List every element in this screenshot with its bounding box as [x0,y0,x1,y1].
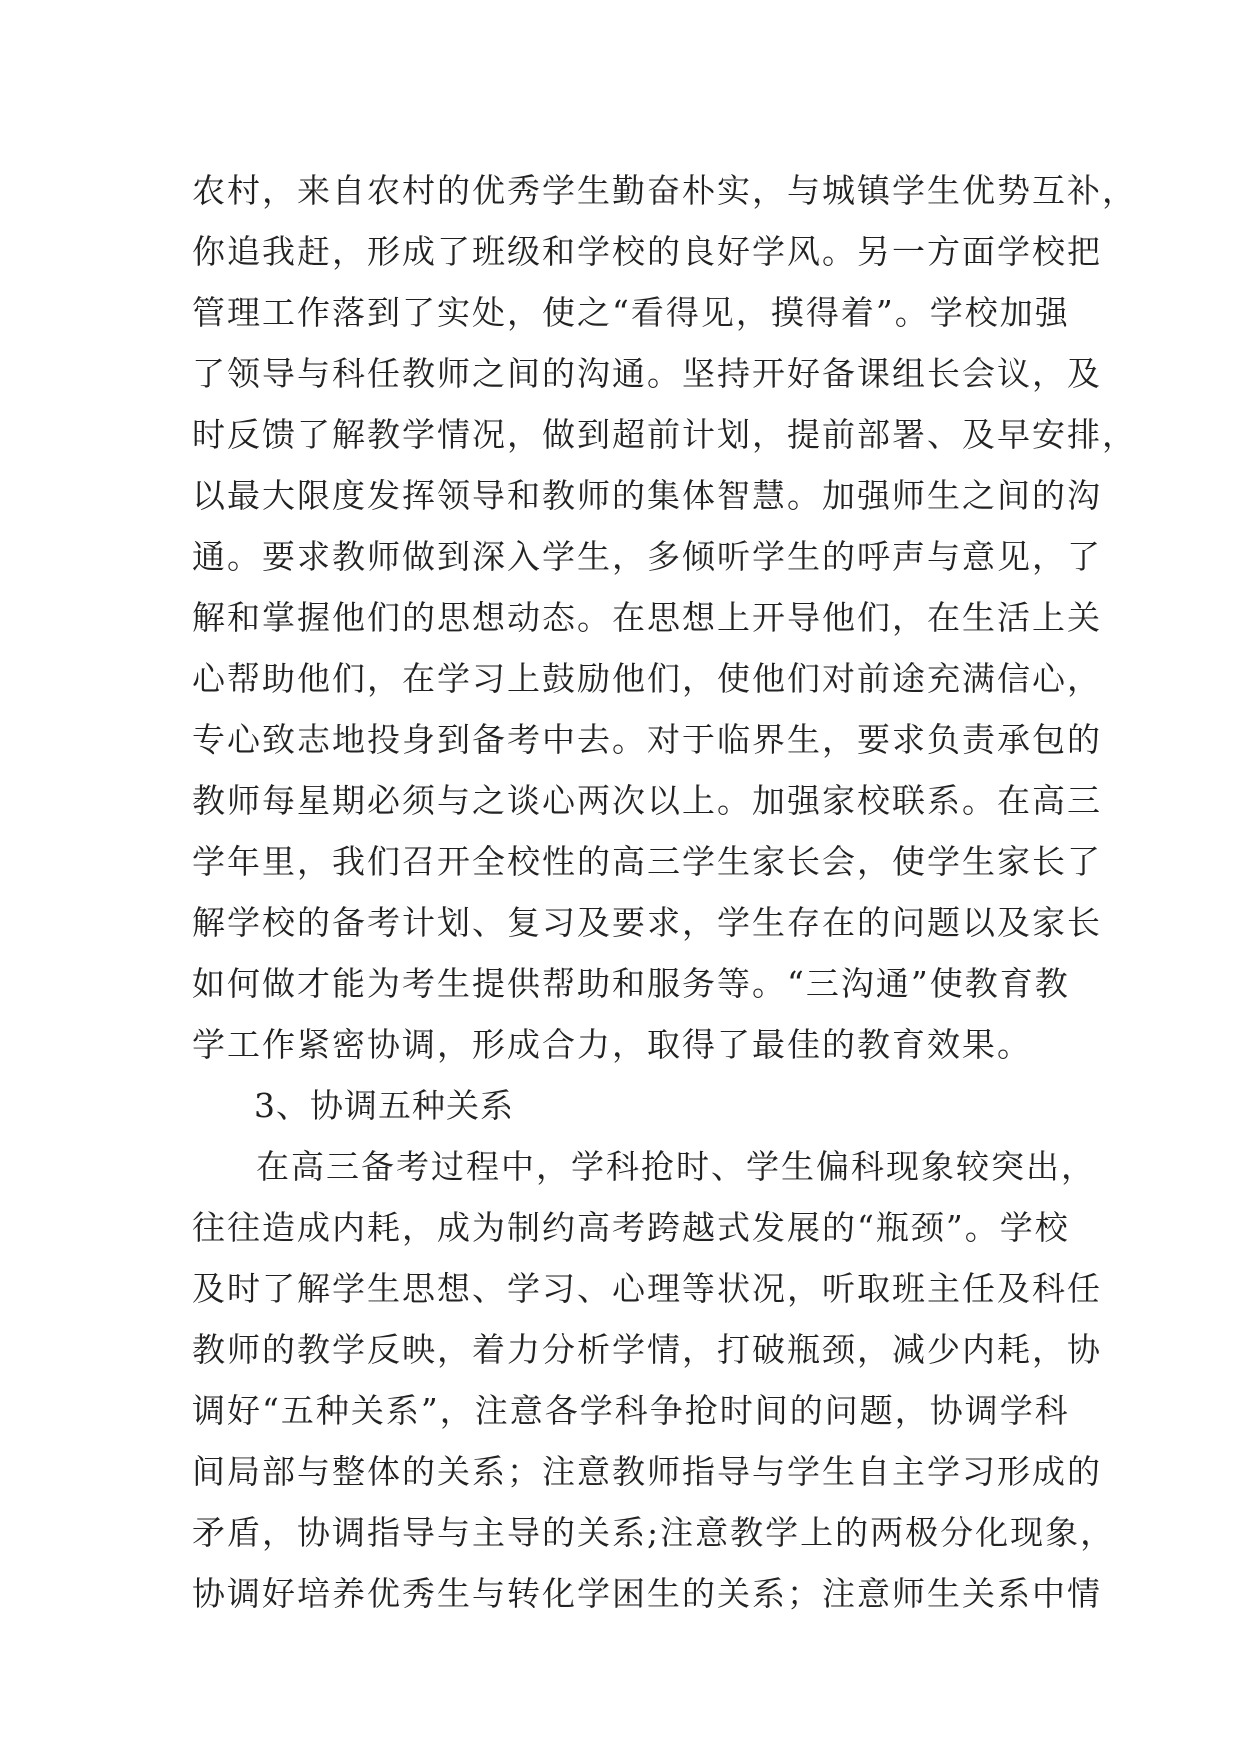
paragraph-line: 往往造成内耗，成为制约高考跨越式发展的“瓶颈”。学校 [192,1208,1070,1247]
paragraph-line: 学年里，我们召开全校性的高三学生家长会，使学生家长了 [192,842,1102,881]
paragraph-line: 了领导与科任教师之间的沟通。坚持开好备课组长会议，及 [192,354,1102,393]
paragraph-line: 心帮助他们，在学习上鼓励他们，使他们对前途充满信心， [192,659,1102,698]
paragraph-line: 学工作紧密协调，形成合力，取得了最佳的教育效果。 [192,1025,1032,1064]
paragraph-line: 在高三备考过程中，学科抢时、学生偏科现象较突出， [256,1147,1096,1186]
paragraph-line: 专心致志地投身到备考中去。对于临界生，要求负责承包的 [192,720,1102,759]
paragraph-line: 你追我赶，形成了班级和学校的良好学风。另一方面学校把 [192,232,1102,271]
document-body [192,160,1137,1624]
paragraph-line: 通。要求教师做到深入学生，多倾听学生的呼声与意见，了 [192,537,1102,576]
paragraph-line: 如何做才能为考生提供帮助和服务等。“三沟通”使教育教 [192,964,1070,1003]
paragraph-line: 调好“五种关系”，注意各学科争抢时间的问题，协调学科 [192,1391,1070,1430]
paragraph-line: 时反馈了解教学情况，做到超前计划，提前部署、及早安排， [192,415,1137,454]
paragraph-line: 间局部与整体的关系；注意教师指导与学生自主学习形成的 [192,1452,1102,1491]
paragraph-line: 以最大限度发挥领导和教师的集体智慧。加强师生之间的沟 [192,476,1102,515]
paragraph-line: 教师的教学反映，着力分析学情，打破瓶颈，减少内耗，协 [192,1330,1102,1369]
paragraph-line: 管理工作落到了实处，使之“看得见，摸得着”。学校加强 [192,293,1070,332]
paragraph-line: 解学校的备考计划、复习及要求，学生存在的问题以及家长 [192,903,1102,942]
paragraph-line: 农村，来自农村的优秀学生勤奋朴实，与城镇学生优势互补， [192,171,1137,210]
paragraph-line: 解和掌握他们的思想动态。在思想上开导他们，在生活上关 [192,598,1102,637]
paragraph-line: 协调好培养优秀生与转化学困生的关系；注意师生关系中情 [192,1574,1102,1613]
paragraph-line: 及时了解学生思想、学习、心理等状况，听取班主任及科任 [192,1269,1102,1308]
paragraph-line: 教师每星期必须与之谈心两次以上。加强家校联系。在高三 [192,781,1102,820]
paragraph-line: 矛盾，协调指导与主导的关系;注意教学上的两极分化现象， [192,1513,1116,1552]
section-heading: 3、协调五种关系 [254,1086,514,1125]
